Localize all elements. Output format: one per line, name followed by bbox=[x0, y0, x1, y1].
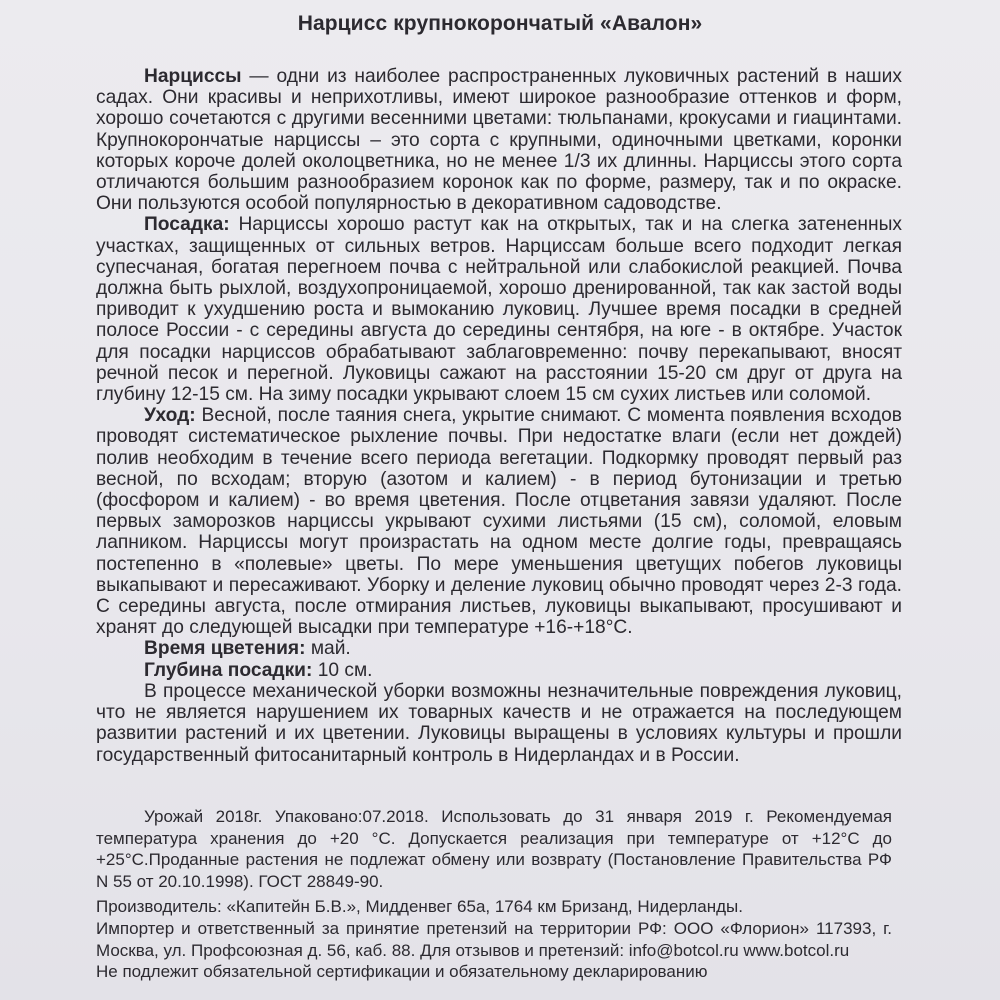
certification-info: Не подлежит обязательной сертификации и обязательному декларированию bbox=[96, 962, 708, 982]
bloom-value: май. bbox=[305, 638, 351, 660]
producer-info: Производитель: «Капитейн Б.В.», Мидденвег 65а, 1764 км Бризанд, Нидерланды. bbox=[96, 897, 743, 917]
intro-paragraph bbox=[96, 66, 902, 214]
harvest-info: Урожай 2018г. Упаковано:07.2018. Использовать до 31 января 2019 г. Рекомендуемая температура хранения до +20 °С. Допускается реализация при температуре от +12°С до +25°С.Проданные растения не подлежат обмену или возврату (Постановление Правительства РФ N 55 от 20.10.1998). ГОСТ 28849-90. bbox=[96, 807, 892, 891]
intro-label: Нарциссы bbox=[144, 66, 242, 87]
bloom-label: Время цветения: bbox=[144, 638, 306, 660]
depth-value: 10 см. bbox=[312, 659, 373, 681]
damage-note: В процессе механической уборки возможны незначительные повреждения луковиц, что не является нарушением их товарных качеств и не отражается на последующем развитии растений и их цветении. Луковицы выращены в условиях культуры и прошли государственный фитосанитарный контроль в Нидерландах и в России. bbox=[96, 680, 902, 766]
care-paragraph bbox=[96, 405, 902, 638]
intro-text: — одни из наиболее распространенных луковичных растений в наших садах. Они красивы и неприхотливы, имеют широкое разнообразие оттенков и форм, хорошо сочетаются с другими весенними цветами: тюльпанами, крокусами и гиацинтами. Крупнокорончатые нарциссы – это сорта с крупными, одиночными цветками, коронки которых короче долей околоцветника, но не менее 1/3 их длинны. Нарциссы этого сорта отличаются большим разнообразием коронок как по форме, размеру, так и по окраске. Они пользуются особой популярностью в декоративном садоводстве. bbox=[96, 66, 902, 215]
care-text: Весной, после таяния снега, укрытие снимают. С момента появления всходов проводят систематическое рыхление почвы. При недостатке влаги (если нет дождей) полив необходим в течение всего периода вегетации. Подкормку проводят первый раз весной, по всходам; вторую (азотом и калием) - в период бутонизации и третью (фосфором и калием) - во время цветения. После отцветания завязи удаляют. После первых заморозков нарциссы укрывают сухими листьями (15 см), соломой, еловым лапником. Нарциссы могут произрастать на одном месте долгие годы, превращаясь постепенно в «полевые» цветы. По мере уменьшения цветущих побегов луковицы выкапывают и пересаживают. Уборку и деление луковиц обычно проводят через 2-3 года. С середины августа, после отмирания листьев, луковицы выкапывают, просушивают и хранят до следующей высадки при температуре +16-+18°С. bbox=[96, 405, 902, 639]
footer-info bbox=[96, 806, 892, 983]
planting-label: Посадка: bbox=[144, 214, 230, 236]
depth-label: Глубина посадки: bbox=[144, 659, 313, 681]
care-label: Уход: bbox=[144, 405, 196, 427]
bloom-line bbox=[96, 638, 902, 659]
planting-paragraph bbox=[96, 214, 902, 405]
description-body bbox=[96, 66, 902, 766]
page-title: Нарцисс крупнокорончатый «Авалон» bbox=[297, 12, 703, 35]
importer-info: Импортер и ответственный за принятие претензий на территории РФ: ООО «Флорион» 117393, г. Москва, ул. Профсоюзная д. 56, каб. 88. Для отзывов и претензий: info@botcol.ru www.botcol.ru bbox=[96, 918, 892, 960]
planting-text: Нарциссы хорошо растут как на открытых, так и на слегка затененных участках, защищенных от сильных ветров. Нарциссам больше всего подходит легкая супесчаная, богатая перегноем почва с нейтральной или слабокислой реакцией. Почва должна быть рыхлой, воздухопроницаемой, хорошо дренированной, так как застой воды приводит к ухудшению роста и вымоканию луковиц. Лучшее время посадки в средней полосе России - с середины августа до середины сентября, на юге - в октябре. Участок для посадки нарциссов обрабатывают заблаговременно: почву перекапывают, вносят речной песок и перегной. Луковицы сажают на расстоянии 15-20 см друг от друга на глубину 12-15 см. На зиму посадки укрывают слоем 15 см сухих листьев или соломой. bbox=[96, 214, 902, 406]
depth-line bbox=[96, 660, 902, 681]
